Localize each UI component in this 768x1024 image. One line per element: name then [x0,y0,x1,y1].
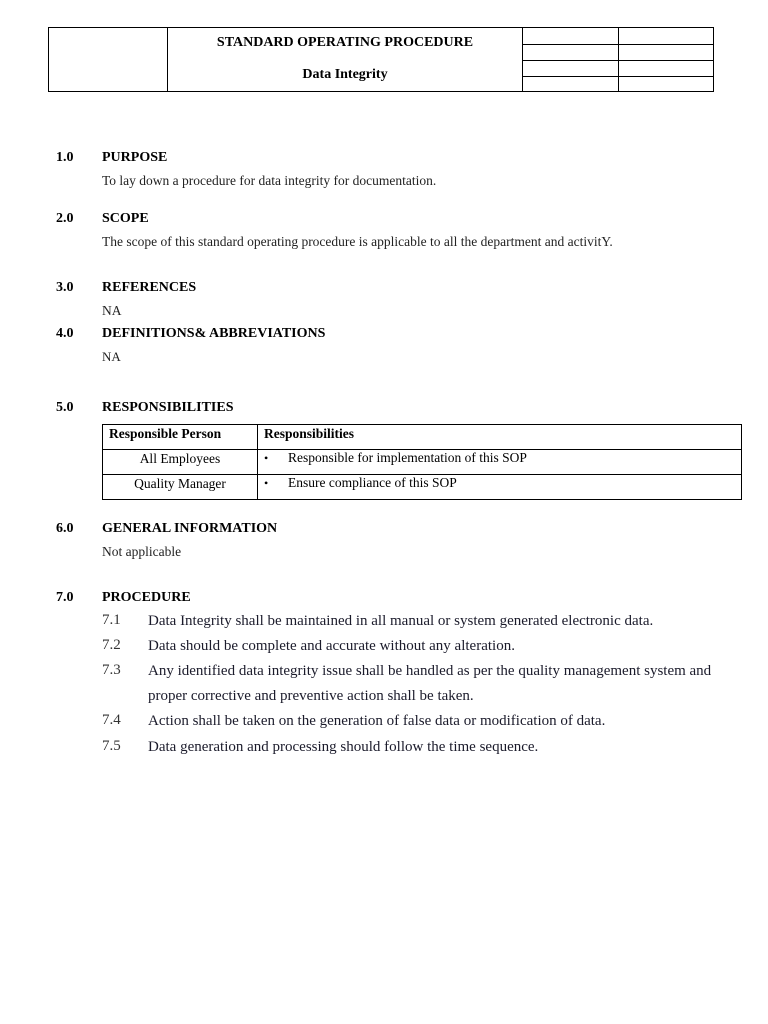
scope-text: The scope of this standard operating procedure is applicable to all the department and activitY. [102,234,613,249]
info-value-cell [618,45,713,60]
info-value-cell [618,61,713,76]
procedure-step-text: Data should be complete and accurate without any alteration. [148,638,515,654]
info-label-cell [523,77,619,92]
column-header-responsibilities: Responsibilities [258,425,742,450]
table-row [103,475,742,500]
info-row [523,60,713,76]
info-label-cell [523,61,619,76]
section-number: 5.0 [56,400,74,415]
title-cell [168,28,523,91]
section-title-references: REFERENCES [102,280,197,295]
procedure-step-number: 7.5 [102,738,121,754]
procedure-step-number: 7.2 [102,637,121,653]
responsibilities-table [102,424,742,500]
references-text: NA [102,303,122,318]
procedure-step-text: Action shall be taken on the generation of false data or modification of data. [148,713,606,729]
section-title-scope: SCOPE [102,211,149,226]
table-row [103,450,742,475]
section-title-general-information: GENERAL INFORMATION [102,521,278,536]
document-subtitle: Data Integrity [302,67,388,82]
responsibility-cell [258,475,742,500]
responsible-person-cell: All Employees [103,450,258,475]
procedure-step-text: Data generation and processing should follow the time sequence. [148,739,539,755]
document-info-grid [523,28,713,91]
procedure-step-text: Any identified data integrity issue shall be handled as per the quality management system and proper corrective and preventive action shall be taken. [148,663,712,704]
table-header-row [103,425,742,450]
section-number: 2.0 [56,211,74,226]
section-title-procedure: PROCEDURE [102,590,191,605]
section-number: 1.0 [56,150,74,165]
logo-cell [49,28,168,91]
general-information-text: Not applicable [102,544,182,559]
info-value-cell [618,28,713,44]
column-header-person: Responsible Person [103,425,258,450]
procedure-step-text: Data Integrity shall be maintained in all manual or system generated electronic data. [148,613,654,629]
section-number: 6.0 [56,521,74,536]
bullet-icon: • [264,476,269,490]
info-row [523,76,713,92]
definitions-text: NA [102,349,121,364]
purpose-text: To lay down a procedure for data integrity for documentation. [102,173,437,188]
procedure-step-number: 7.3 [102,662,121,678]
info-row [523,28,713,44]
procedure-step-number: 7.4 [102,712,121,728]
info-row [523,44,713,60]
responsibility-text: Ensure compliance of this SOP [288,475,457,490]
responsibility-text: Responsible for implementation of this SOP [288,450,527,465]
section-number: 3.0 [56,280,74,295]
procedure-step-number: 7.1 [102,612,121,628]
section-title-definitions: DEFINITIONS& ABBREVIATIONS [102,326,326,341]
document-title: STANDARD OPERATING PROCEDURE [216,35,474,50]
section-number: 4.0 [56,326,74,341]
info-label-cell [523,28,619,44]
info-label-cell [523,45,619,60]
section-number: 7.0 [56,590,74,605]
sop-header-table [48,27,714,92]
section-title-responsibilities: RESPONSIBILITIES [102,400,234,415]
section-title-purpose: PURPOSE [102,150,168,165]
responsibility-cell [258,450,742,475]
bullet-icon: • [264,451,269,465]
info-value-cell [618,77,713,92]
responsible-person-cell: Quality Manager [103,475,258,500]
